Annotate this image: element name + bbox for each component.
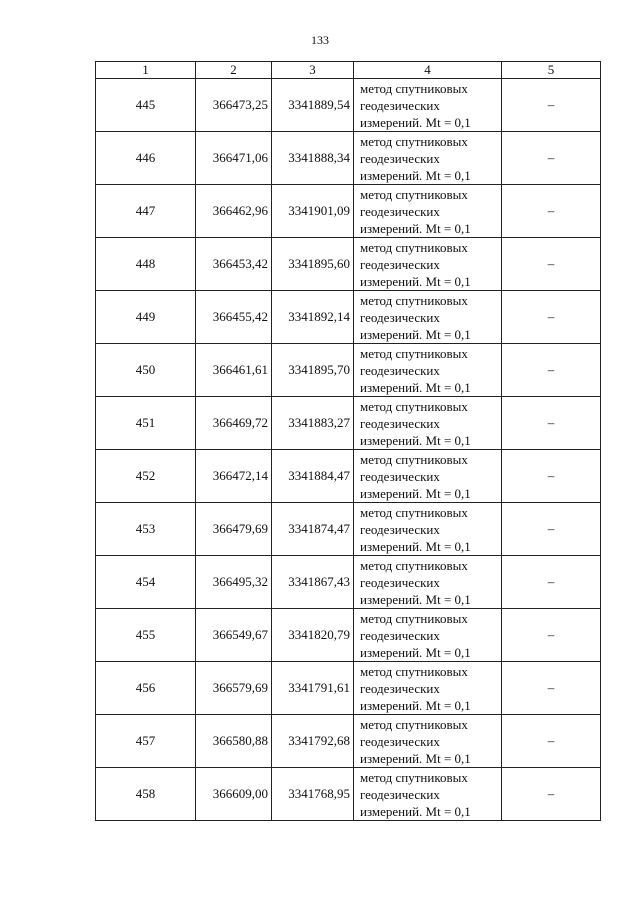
x-coordinate-cell: 366479,69	[196, 503, 272, 556]
method-text-line: метод спутниковых	[360, 345, 468, 361]
table-row	[96, 503, 601, 556]
x-coordinate-cell: 366462,96	[196, 185, 272, 238]
table-row	[96, 609, 601, 662]
table-row	[96, 450, 601, 503]
method-text-line: измерений. Mt = 0,1	[360, 644, 471, 660]
method-text-line: измерений. Mt = 0,1	[360, 273, 471, 289]
method-text-line: измерений. Mt = 0,1	[360, 220, 471, 236]
note-cell: –	[502, 715, 601, 768]
header-col-3: 3	[272, 62, 354, 79]
method-text-line: измерений. Mt = 0,1	[360, 114, 471, 130]
method-text-line: метод спутниковых	[360, 769, 468, 785]
y-coordinate-cell: 3341895,60	[272, 238, 354, 291]
header-col-1: 1	[96, 62, 196, 79]
table-header-row	[96, 62, 601, 79]
point-number-cell: 452	[96, 450, 196, 503]
note-cell: –	[502, 503, 601, 556]
method-text-line: метод спутниковых	[360, 716, 468, 732]
method-cell	[354, 662, 502, 715]
x-coordinate-cell: 366455,42	[196, 291, 272, 344]
table-body	[96, 79, 601, 821]
method-text-line: метод спутниковых	[360, 133, 468, 149]
y-coordinate-cell: 3341884,47	[272, 450, 354, 503]
note-cell: –	[502, 238, 601, 291]
point-number-cell: 454	[96, 556, 196, 609]
y-coordinate-cell: 3341888,34	[272, 132, 354, 185]
method-text-line: метод спутниковых	[360, 239, 468, 255]
x-coordinate-cell: 366472,14	[196, 450, 272, 503]
method-cell	[354, 609, 502, 662]
note-cell: –	[502, 609, 601, 662]
method-text-line: метод спутниковых	[360, 292, 468, 308]
y-coordinate-cell: 3341867,43	[272, 556, 354, 609]
method-text-line: измерений. Mt = 0,1	[360, 803, 471, 819]
method-text-line: метод спутниковых	[360, 398, 468, 414]
y-coordinate-cell: 3341792,68	[272, 715, 354, 768]
method-text-line: геодезических	[360, 256, 440, 272]
x-coordinate-cell: 366549,67	[196, 609, 272, 662]
method-text-line: геодезических	[360, 521, 440, 537]
method-text-line: измерений. Mt = 0,1	[360, 591, 471, 607]
method-text-line: геодезических	[360, 627, 440, 643]
note-cell: –	[502, 397, 601, 450]
y-coordinate-cell: 3341901,09	[272, 185, 354, 238]
point-number-cell: 448	[96, 238, 196, 291]
method-text-line: геодезических	[360, 680, 440, 696]
x-coordinate-cell: 366473,25	[196, 79, 272, 132]
method-cell	[354, 768, 502, 821]
x-coordinate-cell: 366469,72	[196, 397, 272, 450]
y-coordinate-cell: 3341791,61	[272, 662, 354, 715]
point-number-cell: 450	[96, 344, 196, 397]
note-cell: –	[502, 768, 601, 821]
method-text-line: метод спутниковых	[360, 610, 468, 626]
method-cell	[354, 132, 502, 185]
method-cell	[354, 450, 502, 503]
x-coordinate-cell: 366580,88	[196, 715, 272, 768]
method-text-line: геодезических	[360, 309, 440, 325]
x-coordinate-cell: 366609,00	[196, 768, 272, 821]
method-text-line: геодезических	[360, 733, 440, 749]
method-text-line: измерений. Mt = 0,1	[360, 538, 471, 554]
point-number-cell: 447	[96, 185, 196, 238]
method-text-line: метод спутниковых	[360, 451, 468, 467]
method-text-line: геодезических	[360, 203, 440, 219]
method-text-line: измерений. Mt = 0,1	[360, 326, 471, 342]
method-text-line: измерений. Mt = 0,1	[360, 167, 471, 183]
method-text-line: геодезических	[360, 415, 440, 431]
table-row	[96, 132, 601, 185]
method-cell	[354, 503, 502, 556]
table-row	[96, 79, 601, 132]
table-row	[96, 556, 601, 609]
x-coordinate-cell: 366579,69	[196, 662, 272, 715]
point-number-cell: 449	[96, 291, 196, 344]
table-row	[96, 662, 601, 715]
x-coordinate-cell: 366461,61	[196, 344, 272, 397]
coordinates-table	[95, 61, 601, 821]
note-cell: –	[502, 132, 601, 185]
y-coordinate-cell: 3341889,54	[272, 79, 354, 132]
method-text-line: метод спутниковых	[360, 80, 468, 96]
method-text-line: геодезических	[360, 362, 440, 378]
method-cell	[354, 715, 502, 768]
y-coordinate-cell: 3341892,14	[272, 291, 354, 344]
method-text-line: метод спутниковых	[360, 663, 468, 679]
note-cell: –	[502, 291, 601, 344]
table-row	[96, 238, 601, 291]
header-col-4: 4	[354, 62, 502, 79]
note-cell: –	[502, 79, 601, 132]
method-cell	[354, 291, 502, 344]
table-row	[96, 185, 601, 238]
point-number-cell: 451	[96, 397, 196, 450]
header-col-5: 5	[502, 62, 601, 79]
table-row	[96, 291, 601, 344]
method-text-line: геодезических	[360, 97, 440, 113]
method-text-line: геодезических	[360, 150, 440, 166]
method-text-line: метод спутниковых	[360, 186, 468, 202]
method-cell	[354, 397, 502, 450]
table-row	[96, 715, 601, 768]
method-text-line: метод спутниковых	[360, 557, 468, 573]
y-coordinate-cell: 3341820,79	[272, 609, 354, 662]
note-cell: –	[502, 450, 601, 503]
method-text-line: измерений. Mt = 0,1	[360, 697, 471, 713]
method-cell	[354, 79, 502, 132]
note-cell: –	[502, 556, 601, 609]
method-text-line: измерений. Mt = 0,1	[360, 379, 471, 395]
note-cell: –	[502, 185, 601, 238]
table-row	[96, 768, 601, 821]
x-coordinate-cell: 366471,06	[196, 132, 272, 185]
x-coordinate-cell: 366495,32	[196, 556, 272, 609]
note-cell: –	[502, 344, 601, 397]
method-cell	[354, 185, 502, 238]
method-cell	[354, 238, 502, 291]
point-number-cell: 457	[96, 715, 196, 768]
x-coordinate-cell: 366453,42	[196, 238, 272, 291]
y-coordinate-cell: 3341768,95	[272, 768, 354, 821]
point-number-cell: 453	[96, 503, 196, 556]
point-number-cell: 458	[96, 768, 196, 821]
y-coordinate-cell: 3341895,70	[272, 344, 354, 397]
method-cell	[354, 344, 502, 397]
method-text-line: измерений. Mt = 0,1	[360, 485, 471, 501]
method-cell	[354, 556, 502, 609]
page-number: 133	[311, 33, 329, 47]
point-number-cell: 446	[96, 132, 196, 185]
point-number-cell: 456	[96, 662, 196, 715]
point-number-cell: 445	[96, 79, 196, 132]
table-row	[96, 397, 601, 450]
point-number-cell: 455	[96, 609, 196, 662]
method-text-line: метод спутниковых	[360, 504, 468, 520]
note-cell: –	[502, 662, 601, 715]
y-coordinate-cell: 3341883,27	[272, 397, 354, 450]
header-col-2: 2	[196, 62, 272, 79]
y-coordinate-cell: 3341874,47	[272, 503, 354, 556]
method-text-line: геодезических	[360, 786, 440, 802]
method-text-line: измерений. Mt = 0,1	[360, 432, 471, 448]
method-text-line: геодезических	[360, 574, 440, 590]
table-row	[96, 344, 601, 397]
method-text-line: измерений. Mt = 0,1	[360, 750, 471, 766]
method-text-line: геодезических	[360, 468, 440, 484]
